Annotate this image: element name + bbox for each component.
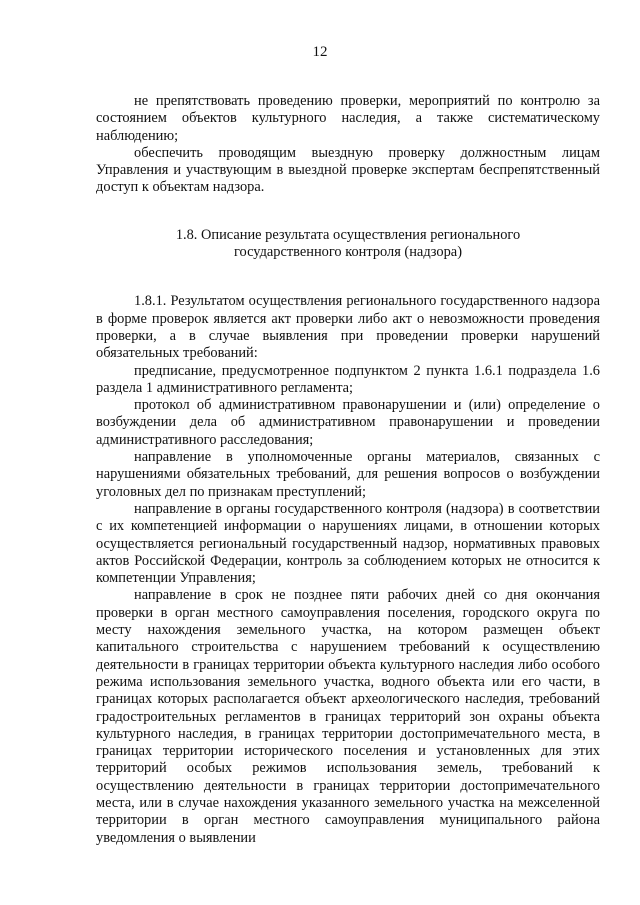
paragraph-information-referral: направление в органы государственного контроля (надзора) в соответствии с их компетенцией информации о нарушениях лицами, в отношении которых осуществляется региональный государственный надзор, нормативных правовых актов Российской Федерации, контроль за соблюдением которых не относится к компетенции Управления;	[96, 500, 600, 587]
paragraph-access-provision: обеспечить проводящим выездную проверку должностным лицам Управления и участвующим в выездной проверке экспертам беспрепятственный доступ к объектам надзора.	[96, 144, 600, 196]
page-number: 12	[312, 44, 328, 60]
paragraph-materials-referral: направление в уполномоченные органы материалов, связанных с нарушениями обязательных требований, для решения вопросов о возбуждении уголовных дел по признакам преступлений;	[96, 449, 600, 500]
section-heading	[96, 227, 600, 262]
document-body	[96, 93, 600, 847]
section-heading-line-2: государственного контроля (надзора)	[234, 244, 462, 261]
paragraph-result-definition: 1.8.1. Результатом осуществления регионального государственного надзора в форме проверок является акт проверки либо акт о невозможности проведения проверки, а в случае выявления при проведении проверки нарушений обязательных требований:	[96, 293, 600, 362]
paragraph-notification: направление в срок не позднее пяти рабочих дней со дня окончания проверки в орган местного самоуправления поселения, городского округа по месту нахождения земельного участка, на котором размещен объект капитального строительства с нарушением требований к осуществлению деятельности в границах территории объекта культурного наследия либо особого режима использования земельного участка, водного объекта или его части, в границах которых располагается объект археологического наследия, требований градостроительных регламентов в границах территорий зон охраны объекта культурного наследия, в границах территории достопримечательного места, в границах территории исторического поселения и установленных для этих территорий особых режимов использования земель, требований к осуществлению деятельности в границах территории достопримечательного места, или в случае нахождения указанного земельного участка на межселенной территории в орган местного самоуправления муниципального района уведомления о выявлении	[96, 587, 600, 846]
paragraph-protocol: протокол об административном правонарушении и (или) определение о возбуждении дела об административном правонарушении и проведении административного расследования;	[96, 397, 600, 448]
paragraph-no-obstruction: не препятствовать проведению проверки, мероприятий по контролю за состоянием объектов культурного наследия, а также систематическому наблюдению;	[96, 93, 600, 144]
section-heading-line-1: 1.8. Описание результата осуществления регионального	[175, 226, 521, 243]
paragraph-prescription: предписание, предусмотренное подпунктом 2 пункта 1.6.1 подраздела 1.6 раздела 1 административного регламента;	[96, 362, 600, 396]
